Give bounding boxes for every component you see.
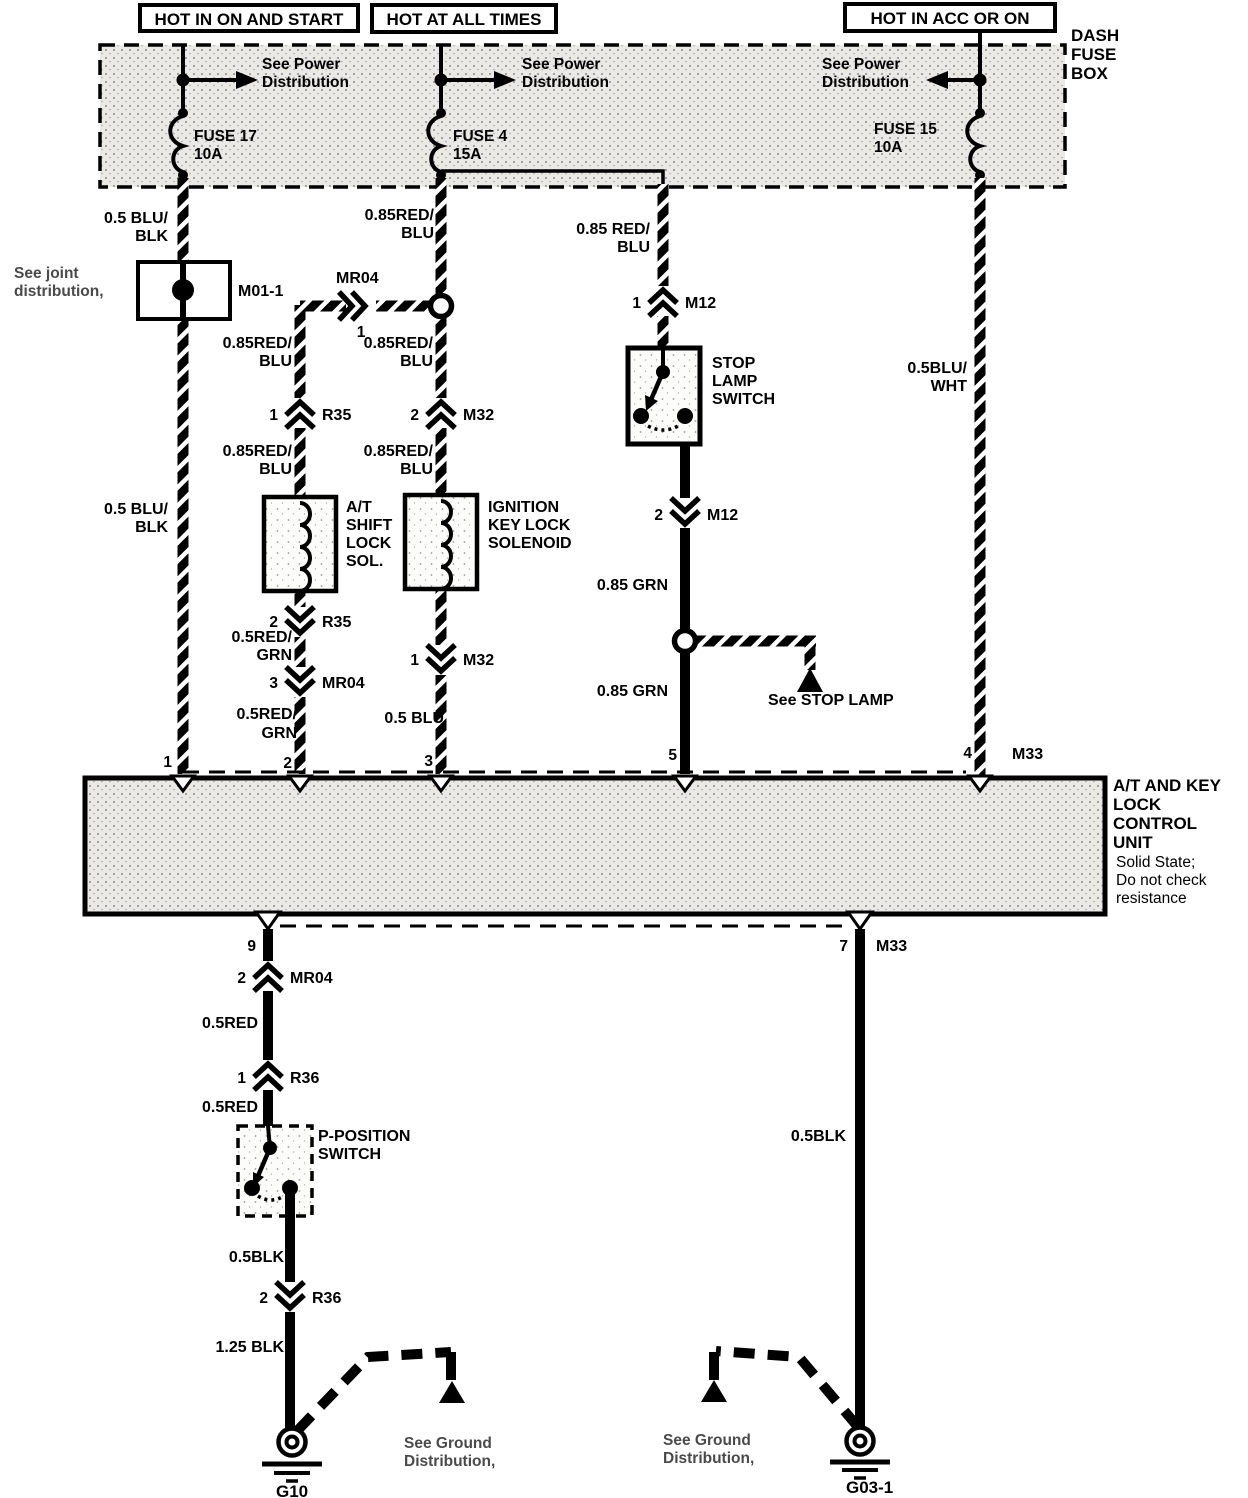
control-unit-line2: LOCK bbox=[1113, 795, 1162, 814]
fuse-box-caption-line3: BOX bbox=[1071, 64, 1108, 83]
see-power-3-line2: Distribution bbox=[822, 74, 909, 91]
ground-dash-stub-right bbox=[709, 1352, 719, 1380]
connector-r35-pin1 bbox=[269, 398, 351, 428]
junction-dot bbox=[177, 74, 190, 87]
mr04-label-2: MR04 bbox=[322, 675, 365, 692]
see-stop-lamp-arrow-icon bbox=[797, 668, 823, 692]
control-unit-box bbox=[85, 778, 1105, 914]
see-ground-right-line2: Distribution, bbox=[663, 1450, 755, 1467]
r35-label-2: R35 bbox=[322, 614, 352, 631]
see-stop-lamp-label: See STOP LAMP bbox=[768, 692, 894, 709]
pin9-num: 9 bbox=[247, 938, 256, 955]
fuse15-label-line2: 10A bbox=[874, 139, 903, 156]
mr04-top-label: MR04 bbox=[336, 270, 379, 287]
junction-ring bbox=[431, 296, 452, 317]
wire-stoplamp-ref-branch bbox=[690, 636, 816, 647]
ign-sol-line3: SOLENOID bbox=[488, 535, 572, 552]
stop-lamp-switch-line2: LAMP bbox=[712, 373, 758, 390]
label-red-grn-1a: 0.5RED/ bbox=[231, 629, 292, 646]
label-blu-wht-b: WHT bbox=[930, 378, 967, 395]
pin5-num: 5 bbox=[668, 747, 677, 764]
connector-m32-pin2 bbox=[410, 398, 494, 428]
label-red-grn-2a: 0.5RED/ bbox=[236, 706, 297, 723]
r35-label-1: R35 bbox=[322, 407, 352, 424]
ground-g03-1 bbox=[830, 1428, 893, 1498]
r35-pin1-num: 1 bbox=[269, 407, 278, 424]
stop-lamp-switch-line3: SWITCH bbox=[712, 391, 776, 408]
pin-notch-7 bbox=[848, 912, 872, 929]
ground-ref-arrow-left-icon bbox=[439, 1381, 465, 1403]
label-red-blu-w2c-b: BLU bbox=[259, 461, 292, 478]
fuse-box-caption-line2: FUSE bbox=[1071, 45, 1117, 64]
m12-pin1-num: 1 bbox=[632, 295, 641, 312]
label-blk-2: 0.5BLK bbox=[790, 1128, 846, 1145]
at-sol-line4: SOL. bbox=[346, 553, 384, 570]
m32-pin2-num: 2 bbox=[410, 407, 419, 424]
stop-lamp-switch-line1: STOP bbox=[712, 355, 756, 372]
control-unit bbox=[85, 745, 1222, 955]
power-rail-right-label: HOT IN ACC OR ON bbox=[870, 9, 1030, 28]
pin3-num: 3 bbox=[424, 753, 433, 770]
junction-ring bbox=[675, 631, 696, 652]
control-unit-note2: Do not check bbox=[1116, 872, 1207, 889]
label-blk-heavy: 1.25 BLK bbox=[215, 1339, 284, 1356]
pin2-num: 2 bbox=[283, 755, 292, 772]
power-rail-left bbox=[140, 5, 358, 31]
label-red-1: 0.5RED bbox=[201, 1015, 258, 1032]
fuse4-label-line2: 15A bbox=[453, 146, 482, 163]
control-unit-note3: resistance bbox=[1116, 890, 1187, 907]
control-unit-note1: Solid State; bbox=[1116, 854, 1196, 871]
at-sol-line2: SHIFT bbox=[346, 517, 393, 534]
see-power-2-line2: Distribution bbox=[522, 74, 609, 91]
label-blu-blk-1a: 0.5 BLU/ bbox=[103, 210, 168, 227]
pin7-num: 7 bbox=[839, 938, 848, 955]
label-blu-05: 0.5 BLU bbox=[384, 710, 444, 727]
g03-1-label: G03-1 bbox=[846, 1478, 894, 1497]
m33-label-top: M33 bbox=[1012, 746, 1044, 763]
label-red-2: 0.5RED bbox=[201, 1099, 258, 1116]
joint-connector-m01-1 bbox=[138, 262, 283, 319]
ground-distribution-dash-left bbox=[297, 1352, 451, 1431]
junction-dot bbox=[435, 74, 448, 87]
mr04-pin2-num: 2 bbox=[237, 970, 246, 987]
connector-m12-pin1 bbox=[632, 286, 716, 316]
ign-sol-line1: IGNITION bbox=[488, 499, 560, 516]
power-rail-left-label: HOT IN ON AND START bbox=[154, 10, 344, 29]
wire-blu-wht bbox=[975, 178, 986, 776]
label-red-blu-w2-a: 0.85RED/ bbox=[222, 335, 292, 352]
label-red-blu-stop-b: BLU bbox=[617, 239, 650, 256]
see-ground-right-line1: See Ground bbox=[663, 1432, 751, 1449]
mr04-label-3: MR04 bbox=[290, 970, 333, 987]
mr04-pin3-num: 3 bbox=[269, 675, 278, 692]
p-position-switch bbox=[238, 1126, 410, 1216]
wire-red-lower bbox=[263, 929, 273, 1126]
see-power-2-line1: See Power bbox=[522, 56, 601, 73]
ign-sol-line2: KEY LOCK bbox=[488, 517, 571, 534]
power-rail-center bbox=[372, 5, 556, 32]
p-position-line2: SWITCH bbox=[318, 1146, 382, 1163]
stop-lamp-switch bbox=[628, 348, 775, 444]
connector-r36-pin1 bbox=[237, 1060, 319, 1090]
connector-mr04-pin2 bbox=[237, 961, 332, 991]
wire-red-blu-center bbox=[436, 178, 447, 774]
at-shift-lock-solenoid bbox=[264, 497, 392, 591]
label-red-blu-top-a: 0.85RED/ bbox=[364, 207, 434, 224]
label-red-blu-w3c-b: BLU bbox=[400, 461, 433, 478]
label-blk-1: 0.5BLK bbox=[228, 1249, 284, 1266]
connector-m12-pin2 bbox=[654, 498, 738, 528]
joint-dot bbox=[172, 279, 194, 301]
label-grn-1: 0.85 GRN bbox=[596, 577, 668, 594]
m33-label-bottom: M33 bbox=[876, 938, 908, 955]
r36-pin1-num: 1 bbox=[237, 1070, 246, 1087]
wire-stoplamp-upper bbox=[658, 184, 669, 348]
ground-ref-arrow-right-icon bbox=[701, 1380, 727, 1402]
m12-label-1: M12 bbox=[685, 295, 717, 312]
label-red-blu-w3-a: 0.85RED/ bbox=[363, 335, 433, 352]
fuse-box-caption-line1: DASH bbox=[1071, 26, 1120, 45]
label-red-blu-top-b: BLU bbox=[401, 225, 434, 242]
r36-label-2: R36 bbox=[312, 1290, 342, 1307]
see-power-1-line2: Distribution bbox=[262, 74, 349, 91]
see-joint-line2: distribution, bbox=[14, 283, 104, 300]
ground-g10 bbox=[262, 1429, 322, 1498]
see-power-1-line1: See Power bbox=[262, 56, 341, 73]
m32-label-2: M32 bbox=[463, 652, 495, 669]
fuse17-label-line1: FUSE 17 bbox=[194, 128, 257, 145]
ground-distribution-dash-right bbox=[716, 1351, 858, 1427]
r36-label-1: R36 bbox=[290, 1070, 320, 1087]
label-blu-blk-1b: BLK bbox=[135, 228, 168, 245]
wire-grn bbox=[680, 430, 690, 774]
label-red-blu-w2-b: BLU bbox=[259, 353, 292, 370]
connector-mr04-pin3 bbox=[269, 667, 364, 697]
r35-pin2-num: 2 bbox=[269, 614, 278, 631]
power-rail-center-label: HOT AT ALL TIMES bbox=[386, 10, 542, 29]
pin-notch-9 bbox=[256, 912, 280, 929]
m32-label-1: M32 bbox=[463, 407, 495, 424]
p-position-line1: P-POSITION bbox=[318, 1128, 411, 1145]
see-ground-left-line1: See Ground bbox=[404, 1435, 492, 1452]
connector-m32-pin1 bbox=[410, 645, 494, 675]
at-sol-line3: LOCK bbox=[346, 535, 392, 552]
label-blu-wht-a: 0.5BLU/ bbox=[907, 360, 967, 377]
see-power-3-line1: See Power bbox=[822, 56, 901, 73]
wire-stoplamp-ref-stub bbox=[805, 645, 816, 670]
m12-pin2-num: 2 bbox=[654, 507, 663, 524]
at-sol-line1: A/T bbox=[346, 499, 372, 516]
m32-pin1-num: 1 bbox=[410, 652, 419, 669]
ground-dash-stub-left bbox=[446, 1352, 456, 1380]
m01-1-label: M01-1 bbox=[238, 283, 284, 300]
r36-pin2-num: 2 bbox=[259, 1290, 268, 1307]
pin1-num: 1 bbox=[163, 754, 172, 771]
pin4-num: 4 bbox=[963, 745, 972, 762]
label-red-blu-w3c-a: 0.85RED/ bbox=[363, 443, 433, 460]
fuse4-label-line1: FUSE 4 bbox=[453, 128, 508, 145]
label-blu-blk-2a: 0.5 BLU/ bbox=[103, 501, 168, 518]
label-grn-2: 0.85 GRN bbox=[596, 683, 668, 700]
fuse17-label-line2: 10A bbox=[194, 146, 223, 163]
label-blu-blk-2b: BLK bbox=[135, 519, 168, 536]
label-red-grn-2b: GRN bbox=[261, 725, 297, 742]
label-red-blu-stop-a: 0.85 RED/ bbox=[576, 221, 650, 238]
m12-label-2: M12 bbox=[707, 507, 739, 524]
mr04-top-pin: 1 bbox=[356, 324, 366, 341]
control-unit-line1: A/T AND KEY bbox=[1113, 776, 1221, 795]
see-joint-line1: See joint bbox=[14, 265, 79, 282]
wire-blk-lower-right bbox=[855, 929, 865, 1428]
label-red-blu-w2c-a: 0.85RED/ bbox=[222, 443, 292, 460]
g10-label: G10 bbox=[276, 1482, 309, 1498]
control-unit-line3: CONTROL bbox=[1113, 814, 1198, 833]
label-red-blu-w3-b: BLU bbox=[400, 353, 433, 370]
ignition-key-lock-solenoid bbox=[405, 495, 572, 589]
power-rail-right bbox=[845, 4, 1055, 31]
fuse-box-caption bbox=[1071, 26, 1119, 83]
junction-dot bbox=[974, 74, 987, 87]
control-unit-line4: UNIT bbox=[1113, 833, 1153, 852]
label-red-grn-1b: GRN bbox=[256, 647, 292, 664]
see-ground-left-line2: Distribution, bbox=[404, 1453, 496, 1470]
fuse15-label-line1: FUSE 15 bbox=[874, 121, 937, 138]
connector-r36-pin2 bbox=[259, 1282, 341, 1312]
